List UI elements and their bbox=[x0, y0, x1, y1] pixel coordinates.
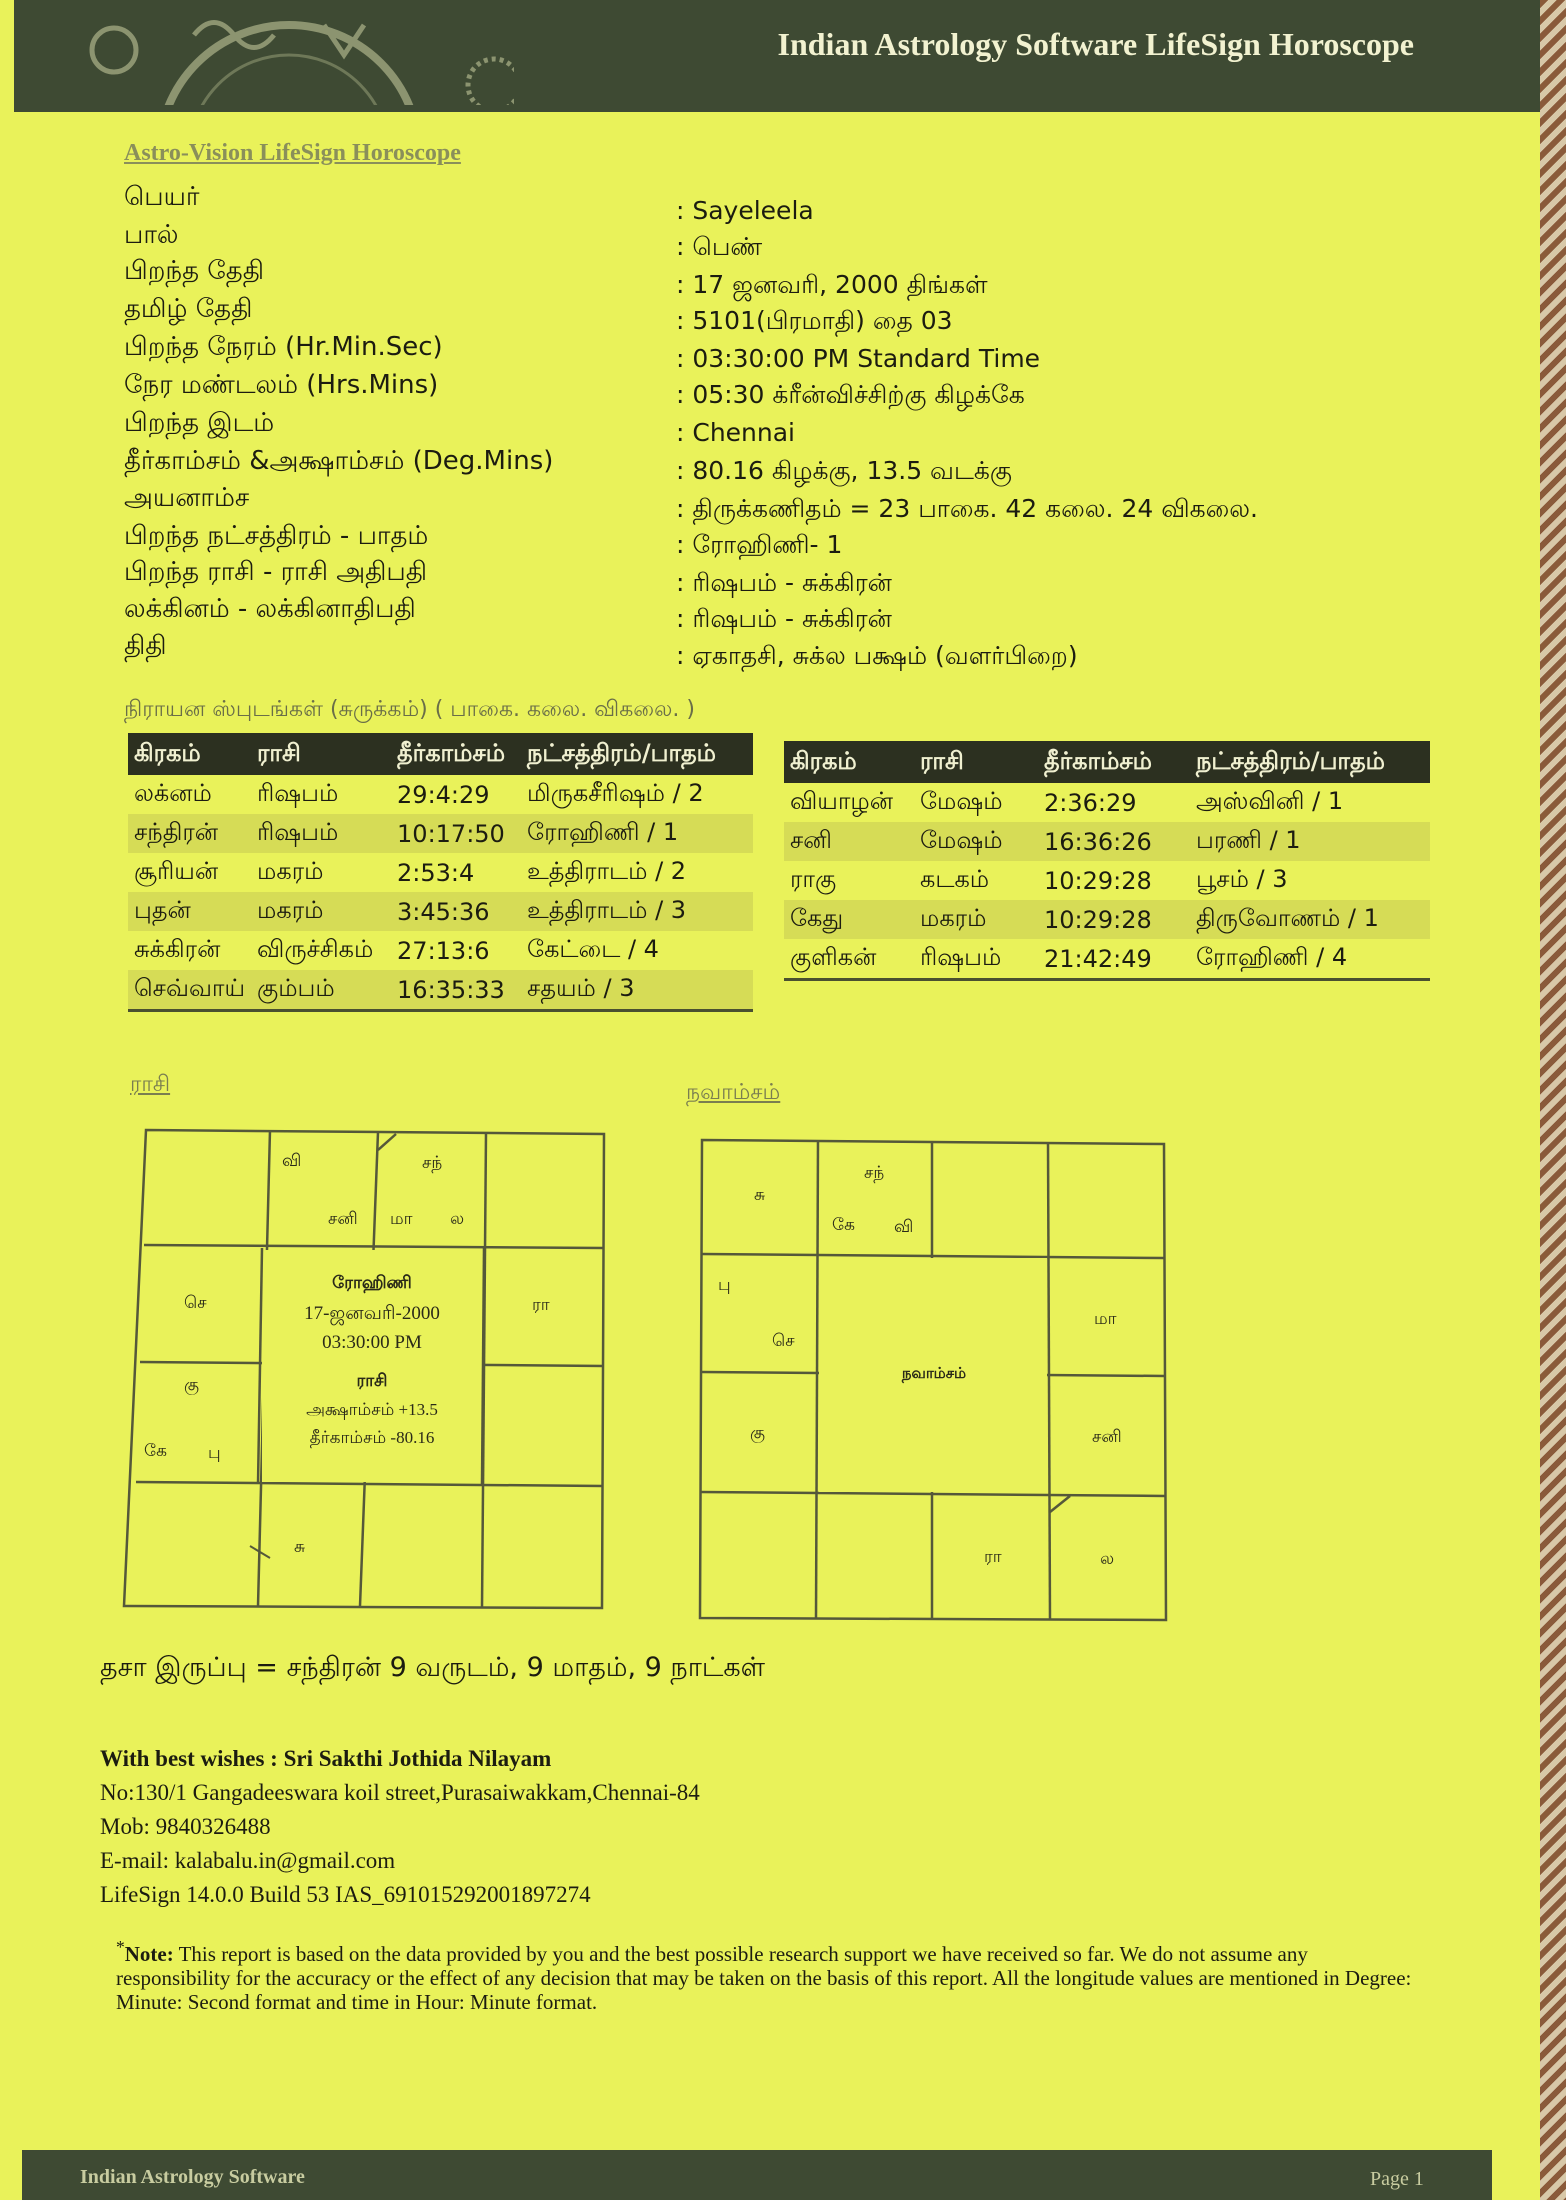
table-cell: 3:45:36 bbox=[391, 892, 521, 931]
info-value: : 05:30 க்ரீன்விச்சிற்கு கிழக்கே bbox=[676, 380, 1025, 409]
table-cell: லக்னம் bbox=[134, 779, 212, 807]
table-cell: வியாழன் bbox=[790, 787, 894, 815]
table-cell: கடகம் bbox=[920, 865, 990, 893]
table-cell: ரிஷபம் bbox=[920, 943, 1002, 971]
table-cell: புதன் bbox=[128, 892, 251, 931]
note-label: Note: bbox=[124, 1942, 174, 1966]
navamsa-house-pu: பு bbox=[718, 1275, 731, 1295]
table-cell: கேட்டை / 4 bbox=[527, 935, 659, 963]
info-value: : ரோஹிணி- 1 bbox=[676, 530, 843, 559]
table-row bbox=[128, 892, 753, 931]
table-cell: கேது bbox=[784, 900, 914, 939]
table-cell: 2:36:29 bbox=[1044, 788, 1137, 817]
table-cell: 16:35:33 bbox=[391, 970, 521, 1011]
info-label: நேர மண்டலம் (Hrs.Mins) bbox=[124, 370, 439, 400]
table-cell: 10:17:50 bbox=[391, 814, 521, 853]
planet-table-left bbox=[128, 733, 753, 1012]
table-row bbox=[784, 861, 1430, 900]
table-header-cell: தீர்காம்சம் bbox=[1038, 741, 1190, 783]
table-cell: ரிஷபம் bbox=[251, 814, 391, 853]
info-label: பிறந்த இடம் bbox=[124, 408, 275, 438]
rasi-house-se: செ bbox=[184, 1293, 207, 1313]
table-cell: மேஷம் bbox=[914, 822, 1038, 861]
info-label: திதி bbox=[124, 631, 167, 661]
table-row bbox=[784, 900, 1430, 939]
footer-mobile: Mob: 9840326488 bbox=[100, 1814, 271, 1839]
table-header-cell: கிரகம் bbox=[128, 733, 251, 775]
info-value: : 03:30:00 PM Standard Time bbox=[676, 344, 1041, 373]
info-value: : ரிஷபம் - சுக்கிரன் bbox=[676, 604, 892, 633]
info-value: : Chennai bbox=[676, 418, 796, 447]
table-cell: ரோஹிணி / 1 bbox=[521, 814, 753, 853]
navamsa-center-label: நவாம்சம் bbox=[901, 1364, 967, 1382]
note-text: This report is based on the data provided by you and the best possible research support we have received so far. We do not assume any responsibility for the accuracy or the effect of any decision that may be taken on the basis of this report. All the longitude values are mentioned in Degree: Minute: Second format and time in Hour: Minute format. bbox=[116, 1942, 1412, 2014]
header-title: Indian Astrology Software LifeSign Horoscope bbox=[777, 26, 1414, 62]
table-cell: சூரியன் bbox=[134, 857, 219, 885]
info-value: : 17 ஜனவரி, 2000 திங்கள் bbox=[676, 270, 988, 299]
info-label: பிறந்த நேரம் (Hr.Min.Sec) bbox=[124, 332, 443, 362]
table-row bbox=[784, 783, 1430, 822]
navamsa-house-la: ல bbox=[1100, 1549, 1115, 1569]
rasi-house-chan: சந் bbox=[422, 1153, 443, 1173]
rasi-house-la: ல bbox=[450, 1209, 465, 1229]
table-cell: குளிகன் bbox=[790, 943, 877, 971]
footer-band-title: Indian Astrology Software bbox=[80, 2166, 305, 2188]
table-cell: ரிஷபம் bbox=[257, 779, 339, 807]
table-cell: விருச்சிகம் bbox=[257, 935, 374, 963]
rasi-house-pu: பு bbox=[208, 1443, 221, 1463]
table-cell: சதயம் / 3 bbox=[521, 970, 753, 1011]
navamsa-house-vi: வி bbox=[894, 1217, 914, 1237]
table-cell: உத்திராடம் / 3 bbox=[521, 892, 753, 931]
footer-address: No:130/1 Gangadeeswara koil street,Purasaiwakkam,Chennai-84 bbox=[100, 1780, 700, 1805]
info-value: : பெண் bbox=[676, 232, 763, 261]
table-cell: உத்திராடம் / 2 bbox=[527, 857, 687, 885]
table-cell: திருவோணம் / 1 bbox=[1190, 900, 1430, 939]
info-value: : 80.16 கிழக்கு, 13.5 வடக்கு bbox=[676, 456, 1012, 485]
info-label: தீர்காம்சம் &அக்ஷாம்சம் (Deg.Mins) bbox=[124, 446, 554, 476]
table-header-cell: நட்சத்திரம்/பாதம் bbox=[521, 733, 753, 775]
info-label: பிறந்த நட்சத்திரம் - பாதம் bbox=[124, 521, 429, 551]
rasi-center-date: 17-ஜனவரி-2000 bbox=[304, 1303, 440, 1324]
table-cell: மகரம் bbox=[914, 900, 1038, 939]
info-value: : 5101(பிரமாதி) தை 03 bbox=[676, 306, 953, 335]
table-row bbox=[128, 970, 753, 1011]
rasi-chart-title: ராசி bbox=[130, 1072, 171, 1097]
rasi-house-sani: சனி bbox=[328, 1209, 358, 1229]
zodiac-wheel-icon bbox=[74, 5, 514, 105]
note-asterisk: * bbox=[116, 1937, 125, 1957]
disclaimer-note bbox=[116, 1935, 1416, 2014]
table-cell: பரணி / 1 bbox=[1190, 822, 1430, 861]
info-value: : ஏகாதசி, சுக்ல பக்ஷம் (வளர்பிறை) bbox=[676, 641, 1078, 670]
navamsa-house-su: சு bbox=[754, 1185, 766, 1205]
table-header-cell: கிரகம் bbox=[784, 741, 914, 783]
table-cell: ரோஹிணி / 4 bbox=[1196, 943, 1348, 971]
table-surface-edge bbox=[1540, 0, 1566, 2200]
rasi-center-lat: அக்ஷாம்சம் +13.5 bbox=[306, 1400, 438, 1419]
table-cell: 29:4:29 bbox=[397, 780, 490, 809]
table-cell: செவ்வாய் bbox=[128, 970, 251, 1011]
table-row bbox=[784, 939, 1430, 980]
table-cell: மகரம் bbox=[251, 892, 391, 931]
navamsa-house-gu: கு bbox=[750, 1423, 766, 1443]
navamsa-house-se: செ bbox=[772, 1331, 795, 1351]
table-cell: மேஷம் bbox=[920, 787, 1003, 815]
table-cell: சனி bbox=[784, 822, 914, 861]
info-label: லக்கினம் - லக்கினாதிபதி bbox=[124, 594, 416, 624]
table-cell: மகரம் bbox=[257, 857, 324, 885]
table-cell: சுக்கிரன் bbox=[134, 935, 221, 963]
dasa-balance: தசா இருப்பு = சந்திரன் 9 வருடம், 9 மாதம், 9 நாட்கள் bbox=[100, 1652, 765, 1683]
info-value: : Sayeleela bbox=[676, 196, 814, 225]
footer-email: E-mail: kalabalu.in@gmail.com bbox=[100, 1848, 396, 1873]
table-cell: சந்திரன் bbox=[128, 814, 251, 853]
page-number: Page 1 bbox=[1370, 2168, 1424, 2190]
navamsa-chart-title: நவாம்சம் bbox=[686, 1080, 781, 1105]
navamsa-house-maa: மா bbox=[1094, 1309, 1117, 1329]
info-label: பால் bbox=[124, 220, 179, 250]
table-cell: கும்பம் bbox=[251, 970, 391, 1011]
rasi-center-star: ரோஹிணி bbox=[332, 1273, 412, 1292]
planets-section-note: நிராயன ஸ்புடங்கள் (சுருக்கம்) ( பாகை. கலை. விகலை. ) bbox=[124, 697, 695, 722]
table-cell: 27:13:6 bbox=[397, 936, 490, 965]
info-label: பெயர் bbox=[124, 182, 200, 212]
table-cell: ராகு bbox=[790, 865, 837, 893]
info-value: : ரிஷபம் - சுக்கிரன் bbox=[676, 568, 892, 597]
report-subtitle: Astro-Vision LifeSign Horoscope bbox=[124, 140, 461, 166]
info-label: பிறந்த தேதி bbox=[124, 256, 264, 286]
table-cell: 21:42:49 bbox=[1044, 944, 1152, 973]
table-cell: 2:53:4 bbox=[397, 858, 475, 887]
table-header-cell: ராசி bbox=[914, 741, 1038, 783]
rasi-chart bbox=[122, 1128, 606, 1610]
table-header-cell: நட்சத்திரம்/பாதம் bbox=[1190, 741, 1430, 783]
rasi-house-gu: கு bbox=[184, 1375, 200, 1395]
navamsa-house-raa: ரா bbox=[984, 1547, 1002, 1567]
rasi-house-vi: வி bbox=[282, 1151, 302, 1171]
table-cell: 10:29:28 bbox=[1044, 866, 1152, 895]
table-cell: அஸ்வினி / 1 bbox=[1196, 787, 1344, 815]
table-row bbox=[128, 814, 753, 853]
info-label: பிறந்த ராசி - ராசி அதிபதி bbox=[124, 557, 428, 587]
table-cell: 16:36:26 bbox=[1038, 822, 1190, 861]
table-cell: மிருகசீரிஷம் / 2 bbox=[527, 779, 704, 807]
table-row bbox=[128, 853, 753, 892]
info-label: தமிழ் தேதி bbox=[124, 294, 253, 324]
rasi-center-label: ராசி bbox=[356, 1371, 388, 1390]
table-row bbox=[128, 931, 753, 970]
navamsa-chart bbox=[698, 1138, 1168, 1622]
table-row bbox=[128, 775, 753, 814]
info-label: அயனாம்ச bbox=[124, 483, 250, 513]
rasi-house-ke: கே bbox=[144, 1441, 167, 1461]
info-value: : திருக்கணிதம் = 23 பாகை. 42 கலை. 24 விகலை. bbox=[676, 494, 1258, 523]
planet-table-right bbox=[784, 741, 1430, 981]
rasi-house-raa: ரா bbox=[532, 1295, 550, 1315]
navamsa-house-chan: சந் bbox=[864, 1163, 885, 1183]
table-cell: 10:29:28 bbox=[1038, 900, 1190, 939]
rasi-center-time: 03:30:00 PM bbox=[322, 1332, 422, 1353]
table-row bbox=[784, 822, 1430, 861]
table-header-cell: தீர்காம்சம் bbox=[391, 733, 521, 775]
rasi-house-su: சு bbox=[294, 1537, 306, 1557]
footer-wishes: With best wishes : Sri Sakthi Jothida Nilayam bbox=[100, 1746, 552, 1771]
footer-contact bbox=[100, 1746, 700, 1916]
table-header-cell: ராசி bbox=[251, 733, 391, 775]
rasi-house-maa: மா bbox=[390, 1209, 413, 1229]
navamsa-house-ke: கே bbox=[832, 1215, 855, 1235]
header-band bbox=[14, 0, 1544, 112]
rasi-center-long: தீர்காம்சம் -80.16 bbox=[309, 1428, 435, 1447]
table-cell: பூசம் / 3 bbox=[1196, 865, 1288, 893]
footer-build: LifeSign 14.0.0 Build 53 IAS_691015292001897274 bbox=[100, 1882, 591, 1907]
navamsa-house-sani: சனி bbox=[1092, 1427, 1122, 1447]
